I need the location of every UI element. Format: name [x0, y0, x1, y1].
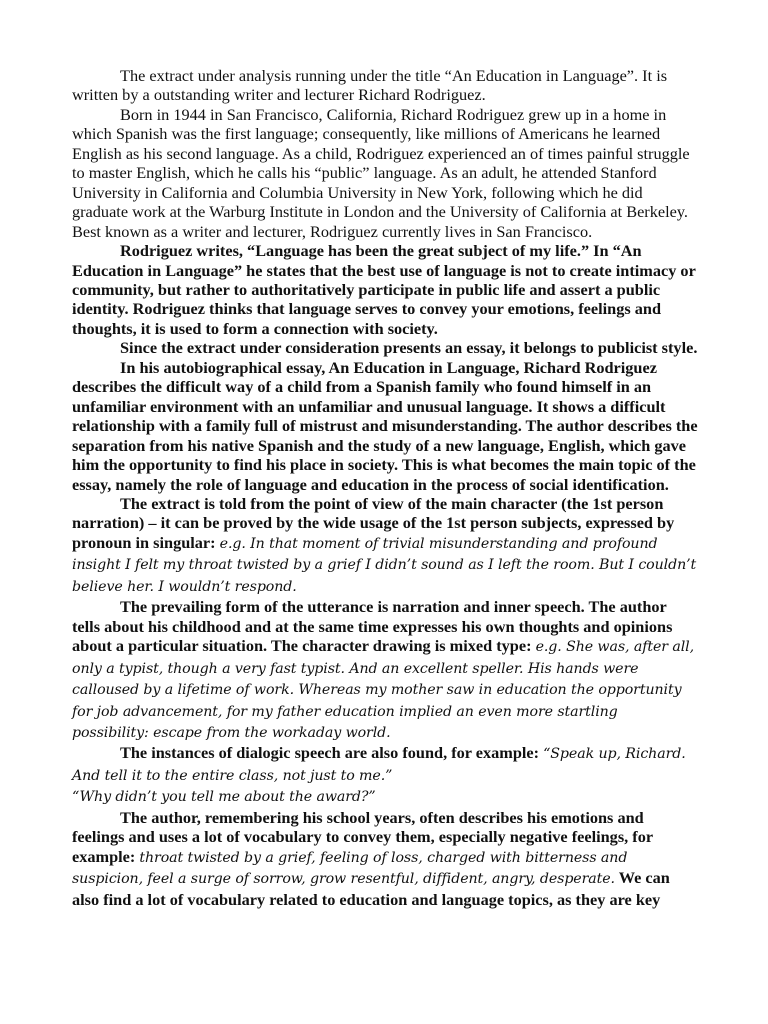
example-quote: “Why didn’t you tell me about the award?”: [72, 789, 376, 806]
example-quote: e.g. In that moment of trivial misunderstanding and profound insight I felt my throat twisted by a grief I didn’t sound as I left the room. But I couldn’t believe her. I wouldn’t respond.: [72, 535, 697, 595]
paragraph-text: The instances of dialogic speech are also found, for example:: [120, 743, 544, 763]
paragraph-text: The prevailing form of the utterance is narration and inner speech. The author tells about his childhood and at the same time expresses his own thoughts and opinions about a particular situation. The character drawing is mixed type:: [72, 597, 673, 656]
paragraph-essay-summary: [72, 358, 698, 494]
paragraph-intro: [72, 66, 698, 105]
paragraph-text: The author, remembering his school years, often describes his emotions and feelings and uses a lot of vocabulary to convey them, especially negative feelings, for example:: [72, 807, 653, 866]
paragraph-text: In his autobiographical essay, An Education in Language, Richard Rodriguez describes the difficult way of a child from a Spanish family who found himself in an unfamiliar environment with an unfamiliar and unusual language. It shows a difficult relationship with a family full of mistrust and misunderstanding. The author describes the separation from his native Spanish and the study of a new language, English, which gave him the opportunity to find his place in society. This is what becomes the main topic of the essay, namely the role of language and education in the process of social identification.: [72, 357, 698, 494]
paragraph-language-subject: [72, 241, 698, 338]
paragraph-text: Rodriguez writes, “Language has been the great subject of my life.” In “An Education in Language” he states that the best use of language is not to create intimacy or community, but rather to authoritatively participate in public life and assert a public identity. Rodriguez thinks that language serves to convey your emotions, feelings and thoughts, it is used to form a connection with society.: [72, 241, 696, 338]
example-quote: “Speak up, Richard. And tell it to the entire class, not just to me.”: [72, 746, 686, 784]
paragraph-text: The extract is told from the point of view of the main character (the 1st person narration) – it can be proved by the wide usage of the 1st person subjects, expressed by pronoun in singular:: [72, 493, 675, 552]
paragraph-narration: [72, 494, 698, 597]
document-page: [72, 66, 698, 909]
example-quote: throat twisted by a grief, feeling of loss, charged with bitterness and suspicion, feel a surge of sorrow, grow resentful, diffident, angry, desperate.: [72, 849, 628, 888]
paragraph-biography: [72, 105, 698, 241]
paragraph-utterance-form: [72, 597, 698, 743]
paragraph-dialogic-speech: [72, 743, 698, 786]
paragraph-style: [72, 338, 698, 357]
paragraph-text: Since the extract under consideration presents an essay, it belongs to publicist style.: [120, 338, 698, 358]
paragraph-vocabulary: [72, 808, 698, 909]
paragraph-text: Born in 1944 in San Francisco, California, Richard Rodriguez grew up in a home in which Spanish was the first language; consequently, like millions of Americans he learned English as his second language. As a child, Rodriguez experienced an of times painful struggle to master English, which he calls his “public” language. As an adult, he attended Stanford University in California and Columbia University in New York, following which he did graduate work at the Warburg Institute in London and the University of California at Berkeley. Best known as a writer and lecturer, Rodriguez currently lives in San Francisco.: [72, 104, 690, 241]
example-quote: e.g. She was, after all, only a typist, though a very fast typist. And an excellent speller. His hands were calloused by a lifetime of work. Whereas my mother saw in education the opportunity for job advancement, for my father education implied an even more startling possibility: escape from the workaday world.: [72, 639, 694, 741]
paragraph-text: The extract under analysis running under the title “An Education in Language”. It is written by a outstanding writer and lecturer Richard Rodriguez.: [72, 66, 668, 105]
paragraph-dialogic-speech-continued: [72, 786, 698, 807]
paragraph-text: We can also find a lot of vocabulary related to education and language topics, as they are key: [72, 868, 670, 909]
